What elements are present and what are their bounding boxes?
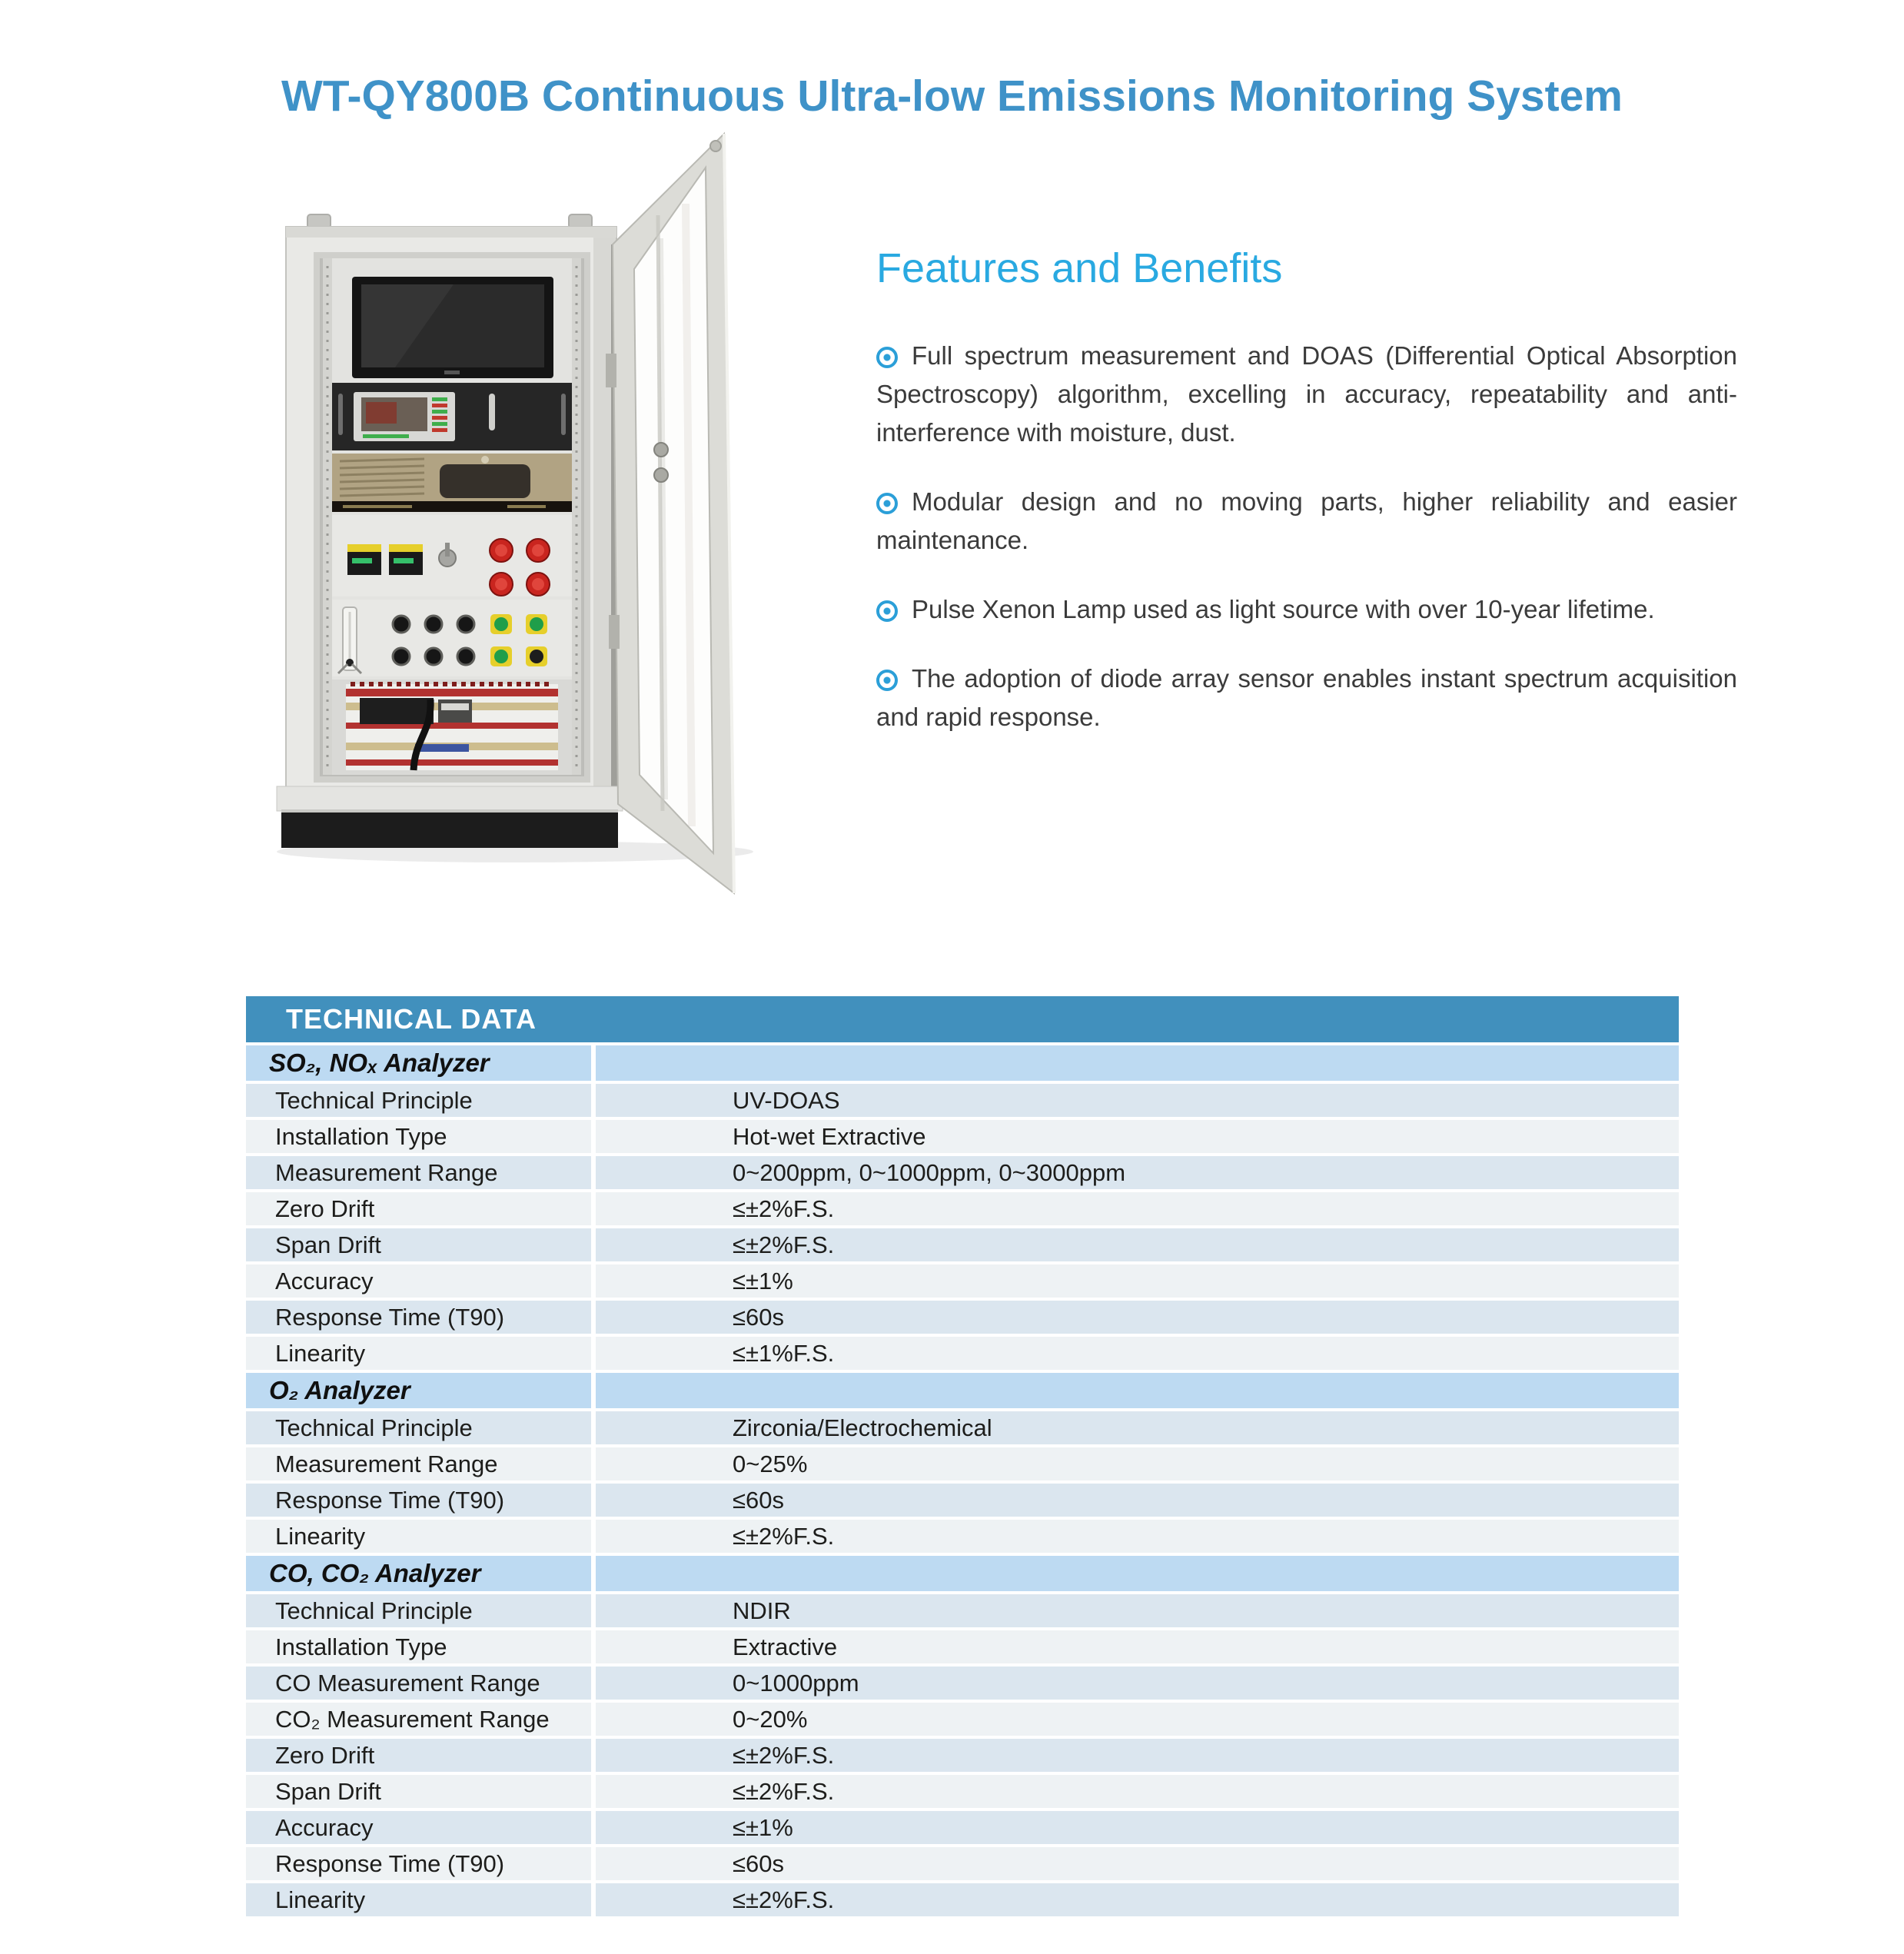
features-heading: Features and Benefits [876, 245, 1283, 291]
table-row [246, 1847, 1679, 1880]
spec-value: ≤±2%F.S. [596, 1739, 1679, 1772]
page-title: WT-QY800B Continuous Ultra-low Emissions Monitoring System [281, 71, 1623, 121]
cabinet-equipment [323, 258, 581, 775]
spec-value: ≤60s [596, 1484, 1679, 1517]
section-row [246, 1556, 1679, 1591]
spec-label: Accuracy [246, 1264, 591, 1298]
feature-bullet-text: The adoption of diode array sensor enables instant spectrum acquisition and rapid response. [876, 664, 1737, 731]
table-row [246, 1228, 1679, 1261]
section-title: CO, CO₂ Analyzer [246, 1556, 591, 1591]
table-row [246, 1156, 1679, 1189]
spec-label: Zero Drift [246, 1192, 591, 1225]
section-row [246, 1373, 1679, 1408]
spec-label: Technical Principle [246, 1084, 591, 1117]
spec-label: Accuracy [246, 1811, 591, 1844]
feature-bullet [876, 483, 1737, 560]
spec-value: ≤±2%F.S. [596, 1520, 1679, 1553]
button-panel-lower [332, 600, 572, 676]
spec-value: ≤±1% [596, 1811, 1679, 1844]
spec-label: CO Measurement Range [246, 1667, 591, 1700]
spec-label: Response Time (T90) [246, 1847, 591, 1880]
table-row [246, 1703, 1679, 1736]
spec-value: 0~1000ppm [596, 1667, 1679, 1700]
table-row [246, 1883, 1679, 1916]
spec-label: Technical Principle [246, 1594, 591, 1627]
technical-data-table [246, 996, 1679, 1919]
table-row [246, 1630, 1679, 1663]
section-title: SO₂, NOₓ Analyzer [246, 1045, 591, 1081]
spec-value: Extractive [596, 1630, 1679, 1663]
cabinet-base [277, 786, 623, 848]
section-title-spacer [596, 1045, 1679, 1081]
table-row [246, 1411, 1679, 1444]
spec-label: Response Time (T90) [246, 1301, 591, 1334]
spec-value: UV-DOAS [596, 1084, 1679, 1117]
table-row [246, 1192, 1679, 1225]
section-title-spacer [596, 1373, 1679, 1408]
spec-label: Span Drift [246, 1775, 591, 1808]
section-row [246, 1045, 1679, 1081]
spec-label: Linearity [246, 1337, 591, 1370]
feature-bullet-text: Pulse Xenon Lamp used as light source with over 10-year lifetime. [912, 595, 1655, 623]
spec-value: 0~25% [596, 1447, 1679, 1480]
spec-label: Installation Type [246, 1630, 591, 1663]
spec-value: ≤±2%F.S. [596, 1883, 1679, 1916]
table-row [246, 1811, 1679, 1844]
spec-value: ≤±1%F.S. [596, 1337, 1679, 1370]
wiring-bay [332, 680, 572, 775]
table-row [246, 1739, 1679, 1772]
analyzer-module [332, 454, 572, 512]
table-row [246, 1264, 1679, 1298]
table-row [246, 1484, 1679, 1517]
product-image [231, 123, 753, 907]
feature-bullet-text: Modular design and no moving parts, higher reliability and easier maintenance. [876, 487, 1737, 554]
spec-value: Hot-wet Extractive [596, 1120, 1679, 1153]
table-row [246, 1301, 1679, 1334]
spec-label: Technical Principle [246, 1411, 591, 1444]
spec-value: NDIR [596, 1594, 1679, 1627]
spec-label: Zero Drift [246, 1739, 591, 1772]
table-row [246, 1520, 1679, 1553]
section-title-spacer [596, 1556, 1679, 1591]
section-title: O₂ Analyzer [246, 1373, 591, 1408]
spec-value: ≤±2%F.S. [596, 1228, 1679, 1261]
feature-bullet [876, 590, 1737, 629]
spec-value: ≤±2%F.S. [596, 1192, 1679, 1225]
spec-label: Span Drift [246, 1228, 591, 1261]
spec-label: CO₂ Measurement Range [246, 1703, 591, 1736]
table-row [246, 1667, 1679, 1700]
monitor [352, 277, 553, 378]
spec-label: Linearity [246, 1883, 591, 1916]
spec-label: Response Time (T90) [246, 1484, 591, 1517]
table-row [246, 1084, 1679, 1117]
table-row [246, 1447, 1679, 1480]
spec-label: Measurement Range [246, 1447, 591, 1480]
spec-value: ≤±1% [596, 1264, 1679, 1298]
circled-dot-icon [876, 347, 898, 368]
circled-dot-icon [876, 493, 898, 514]
features-section [876, 244, 1737, 767]
spec-label: Installation Type [246, 1120, 591, 1153]
spec-label: Linearity [246, 1520, 591, 1553]
table-row [246, 1120, 1679, 1153]
spec-value: 0~20% [596, 1703, 1679, 1736]
product-figure [231, 123, 753, 907]
cabinet-door [606, 134, 734, 893]
spec-value: ≤±2%F.S. [596, 1775, 1679, 1808]
button-panel-upper [332, 515, 572, 597]
spec-value: ≤60s [596, 1301, 1679, 1334]
feature-bullet-text: Full spectrum measurement and DOAS (Differential Optical Absorption Spectroscopy) algorithm, excelling in accuracy, repeatability and anti-interference with moisture, dust. [876, 341, 1737, 447]
spec-value: 0~200ppm, 0~1000ppm, 0~3000ppm [596, 1156, 1679, 1189]
spec-value: Zirconia/Electrochemical [596, 1411, 1679, 1444]
feature-bullet [876, 337, 1737, 452]
spec-value: ≤60s [596, 1847, 1679, 1880]
circled-dot-icon [876, 600, 898, 622]
table-row [246, 1775, 1679, 1808]
control-unit [332, 383, 572, 450]
table-row [246, 1337, 1679, 1370]
spec-label: Measurement Range [246, 1156, 591, 1189]
table-header: TECHNICAL DATA [246, 996, 1679, 1042]
feature-bullet [876, 660, 1737, 736]
circled-dot-icon [876, 670, 898, 691]
table-row [246, 1594, 1679, 1627]
